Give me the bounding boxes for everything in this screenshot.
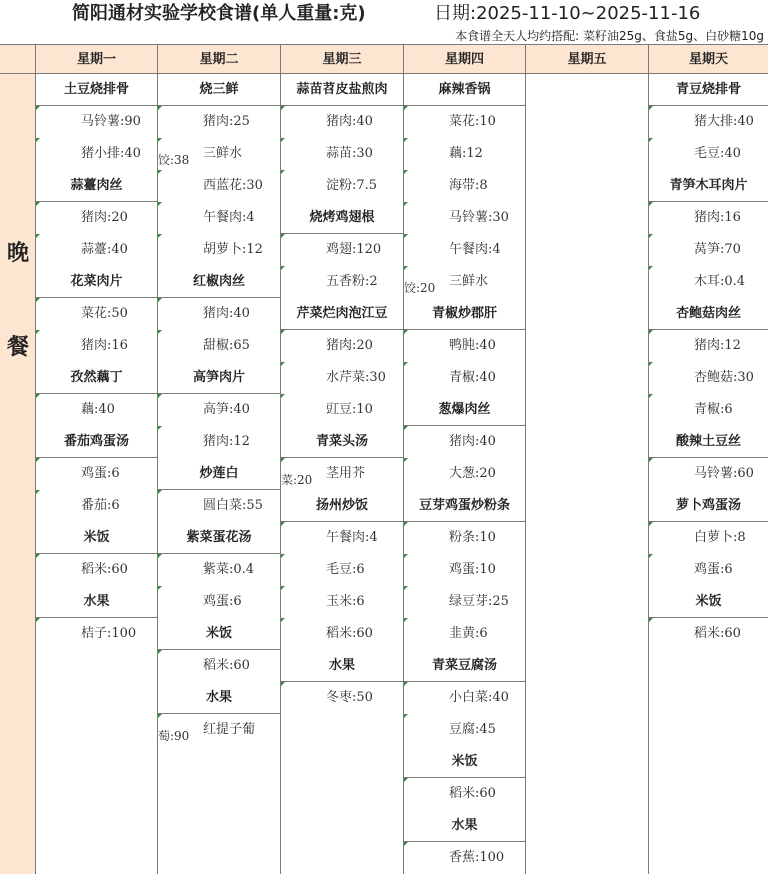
dish-name: 米饭 (404, 746, 525, 778)
ingredient-item: 绿豆芽:25 (404, 586, 525, 618)
ingredient-item: 猪肉:40 (158, 298, 280, 330)
dish-name: 花菜肉片 (36, 266, 157, 298)
ingredient-item: 猪肉:20 (281, 330, 403, 362)
ingredient-item: 茎用芥 (281, 458, 403, 490)
meal-label-dinner (0, 74, 36, 874)
ingredient-item: 三鲜水 (404, 266, 525, 298)
oil-salt-note: 本食谱全天人均约搭配: 菜籽油25g、食盐5g、白砂糖10g (455, 29, 764, 43)
ingredient-item: 韭黄:6 (404, 618, 525, 650)
ingredient-item: 午餐肉:4 (404, 234, 525, 266)
ingredient-item: 猪肉:40 (281, 106, 403, 138)
dish-name: 萝卜鸡蛋汤 (649, 490, 768, 522)
dish-name: 豆芽鸡蛋炒粉条 (404, 490, 525, 522)
meal-char: 餐 (6, 334, 29, 360)
day-column-tue (158, 74, 281, 874)
dish-name: 米饭 (649, 586, 768, 618)
ingredient-item: 鸡蛋:6 (36, 458, 157, 490)
ingredient-item: 桔子:100 (36, 618, 157, 650)
dish-name: 水果 (404, 810, 525, 842)
dish-name: 酸辣土豆丝 (649, 426, 768, 458)
ingredient-item: 香蕉:100 (404, 842, 525, 874)
ingredient-item: 毛豆:6 (281, 554, 403, 586)
day-column-fri (526, 74, 649, 874)
ingredient-item: 鸡蛋:6 (649, 554, 768, 586)
ingredient-item: 藕:40 (36, 394, 157, 426)
day-header-fri: 星期五 (526, 45, 649, 74)
dish-name: 杏鲍菇肉丝 (649, 298, 768, 330)
meal-char: 晚 (6, 240, 29, 266)
dish-name: 红椒肉丝 (158, 266, 280, 298)
ingredient-item: 菜花:10 (404, 106, 525, 138)
ingredient-item: 藕:12 (404, 138, 525, 170)
dish-name: 麻辣香锅 (404, 74, 525, 106)
ingredient-item: 淀粉:7.5 (281, 170, 403, 202)
ingredient-item: 胡萝卜:12 (158, 234, 280, 266)
menu-table (0, 44, 768, 874)
ingredient-item: 粉条:10 (404, 522, 525, 554)
ingredient-item: 猪小排:40 (36, 138, 157, 170)
dish-name: 青菜豆腐汤 (404, 650, 525, 682)
day-header-tue: 星期二 (158, 45, 281, 74)
ingredient-item: 猪肉:25 (158, 106, 280, 138)
ingredient-item: 鸭肫:40 (404, 330, 525, 362)
ingredient-item: 大葱:20 (404, 458, 525, 490)
ingredient-item: 稻米:60 (649, 618, 768, 650)
dish-name: 葱爆肉丝 (404, 394, 525, 426)
dish-name: 青笋木耳肉片 (649, 170, 768, 202)
ingredient-item: 高笋:40 (158, 394, 280, 426)
ingredient-item: 甜椒:65 (158, 330, 280, 362)
ingredient-item: 杏鲍菇:30 (649, 362, 768, 394)
ingredient-item: 猪肉:16 (649, 202, 768, 234)
ingredient-item: 马铃薯:30 (404, 202, 525, 234)
ingredient-item: 白萝卜:8 (649, 522, 768, 554)
dish-name: 烧烤鸡翅根 (281, 202, 403, 234)
dish-name: 蒜苗苕皮盐煎肉 (281, 74, 403, 106)
ingredient-item: 蒜苗:30 (281, 138, 403, 170)
ingredient-continuation: 萄:90 (158, 729, 190, 743)
dish-name: 芹菜烂肉泡江豆 (281, 298, 403, 330)
ingredient-item: 三鲜水 (158, 138, 280, 170)
ingredient-item: 马铃薯:60 (649, 458, 768, 490)
dish-name: 蒜薹肉丝 (36, 170, 157, 202)
ingredient-item: 红提子葡 (158, 714, 280, 746)
corner-cell (0, 45, 36, 74)
ingredient-continuation: 菜:20 (281, 473, 313, 487)
dish-name: 烧三鲜 (158, 74, 280, 106)
ingredient-item: 猪肉:12 (158, 426, 280, 458)
ingredient-item: 猪肉:20 (36, 202, 157, 234)
ingredient-item: 鸡蛋:10 (404, 554, 525, 586)
ingredient-item: 紫菜:0.4 (158, 554, 280, 586)
ingredient-item: 青椒:6 (649, 394, 768, 426)
ingredient-item: 五香粉:2 (281, 266, 403, 298)
menu-title: 简阳通材实验学校食谱(单人重量:克) (72, 3, 366, 24)
ingredient-item: 稻米:60 (158, 650, 280, 682)
ingredient-item: 鸡蛋:6 (158, 586, 280, 618)
day-column-mon (36, 74, 158, 874)
ingredient-item: 青椒:40 (404, 362, 525, 394)
dish-name: 高笋肉片 (158, 362, 280, 394)
menu-date: 日期:2025-11-10~2025-11-16 (434, 3, 701, 24)
ingredient-item: 马铃薯:90 (36, 106, 157, 138)
dish-name: 米饭 (158, 618, 280, 650)
ingredient-item: 稻米:60 (404, 778, 525, 810)
dish-name: 青菜头汤 (281, 426, 403, 458)
ingredient-item: 稻米:60 (281, 618, 403, 650)
dish-name: 青豆烧排骨 (649, 74, 768, 106)
dish-name: 水果 (158, 682, 280, 714)
day-header-thu: 星期四 (404, 45, 526, 74)
ingredient-item: 猪肉:16 (36, 330, 157, 362)
day-column-thu (404, 74, 526, 874)
ingredient-continuation: 饺:38 (158, 153, 190, 167)
day-header-wed: 星期三 (281, 45, 404, 74)
dish-name: 土豆烧排骨 (36, 74, 157, 106)
ingredient-item: 鸡翅:120 (281, 234, 403, 266)
ingredient-item: 猪肉:40 (404, 426, 525, 458)
day-column-wed (281, 74, 404, 874)
ingredient-item: 稻米:60 (36, 554, 157, 586)
dish-name: 炒莲白 (158, 458, 280, 490)
ingredient-item: 猪肉:12 (649, 330, 768, 362)
ingredient-item: 午餐肉:4 (158, 202, 280, 234)
ingredient-item: 木耳:0.4 (649, 266, 768, 298)
ingredient-item: 莴笋:70 (649, 234, 768, 266)
day-header-mon: 星期一 (36, 45, 158, 74)
day-header-sun: 星期天 (649, 45, 768, 74)
dish-name: 紫菜蛋花汤 (158, 522, 280, 554)
ingredient-item: 菜花:50 (36, 298, 157, 330)
ingredient-item: 猪大排:40 (649, 106, 768, 138)
ingredient-item: 豇豆:10 (281, 394, 403, 426)
ingredient-item: 小白菜:40 (404, 682, 525, 714)
dish-name: 孜然藕丁 (36, 362, 157, 394)
dish-name: 水果 (36, 586, 157, 618)
ingredient-continuation: 饺:20 (404, 281, 436, 295)
ingredient-item: 毛豆:40 (649, 138, 768, 170)
ingredient-item: 圆白菜:55 (158, 490, 280, 522)
ingredient-item: 番茄:6 (36, 490, 157, 522)
dish-name: 水果 (281, 650, 403, 682)
dish-name: 青椒炒郡肝 (404, 298, 525, 330)
ingredient-item: 豆腐:45 (404, 714, 525, 746)
ingredient-item: 海带:8 (404, 170, 525, 202)
dish-name: 扬州炒饭 (281, 490, 403, 522)
ingredient-item: 水芹菜:30 (281, 362, 403, 394)
day-column-sun (649, 74, 768, 874)
ingredient-item: 冬枣:50 (281, 682, 403, 714)
page-title (0, 0, 768, 28)
dish-name: 米饭 (36, 522, 157, 554)
ingredient-item: 西蓝花:30 (158, 170, 280, 202)
ingredient-item: 蒜薹:40 (36, 234, 157, 266)
dish-name: 番茄鸡蛋汤 (36, 426, 157, 458)
ingredient-item: 午餐肉:4 (281, 522, 403, 554)
ingredient-item: 玉米:6 (281, 586, 403, 618)
